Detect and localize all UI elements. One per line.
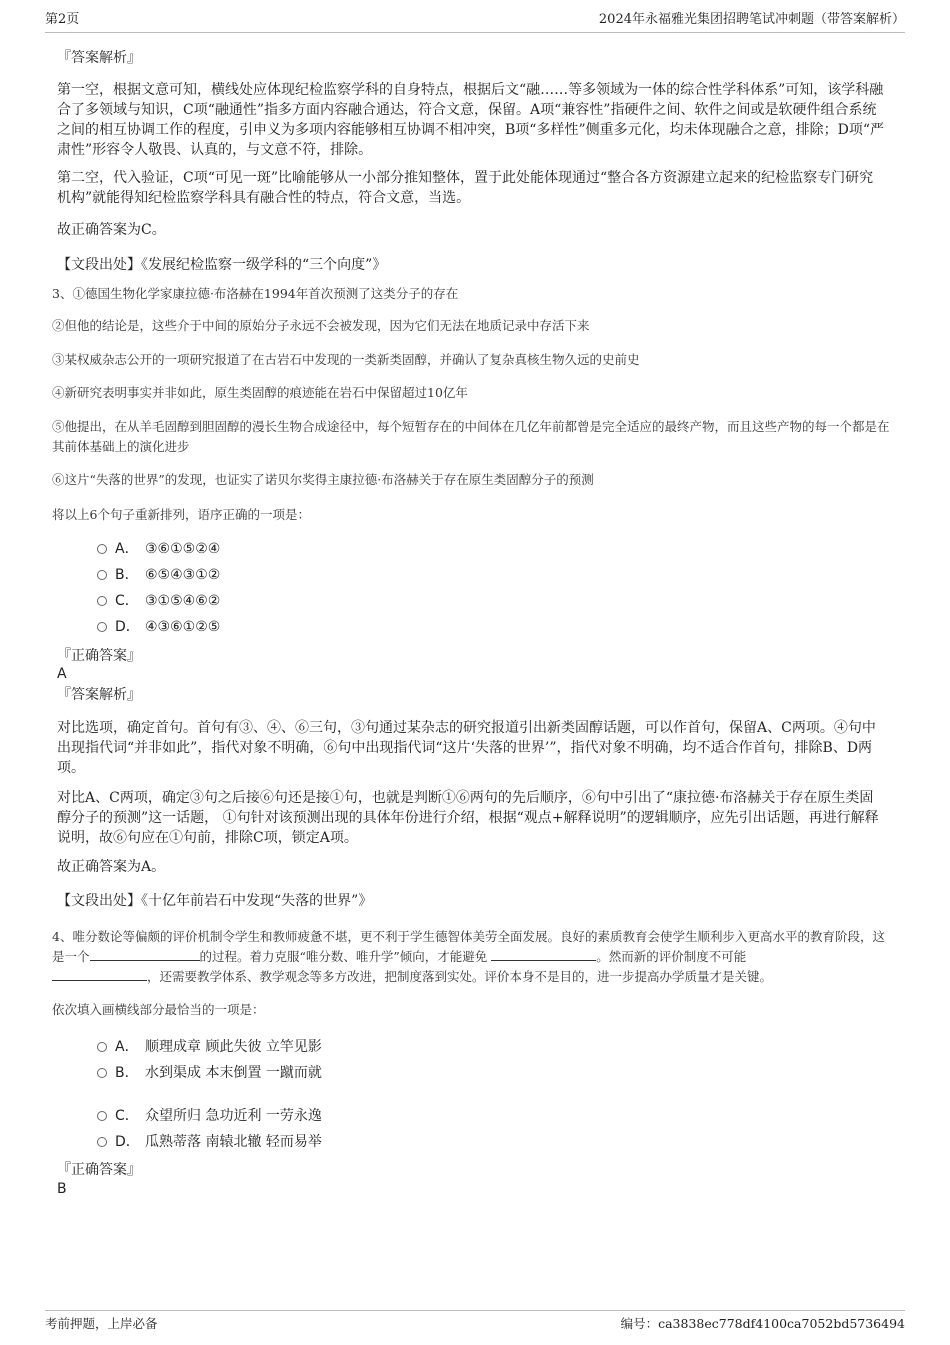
q3-analysis-label: 『答案解析』 [57, 687, 141, 703]
fill-blank-1 [90, 948, 200, 961]
radio-icon[interactable] [97, 1111, 107, 1121]
q3-answer-label: 『正确答案』 [57, 648, 141, 664]
radio-icon[interactable] [97, 622, 107, 632]
q3-analysis-p2: 对比A、C两项，确定③句之后接⑥句还是接①句，也就是判断①⑥两句的先后顺序，⑥句中引出了“康拉德·布洛赫关于存在原生类固醇分子的预测”这一话题， ①句针对该预测出现的具体年份进行介绍，根据“观点+解释说明”的逻辑顺序，应先引出话题，再进行解释说明，故⑥句应在①句前，排除C项，锁定A项。 [57, 790, 879, 846]
q2-conclusion: 故正确答案为C。 [57, 222, 166, 238]
footer-slogan: 考前押题，上岸必备 [45, 1316, 158, 1331]
document-title: 2024年永福雅光集团招聘笔试冲刺题（带答案解析） [598, 12, 905, 27]
q2-analysis-label: 『答案解析』 [57, 50, 141, 66]
q3-option-d[interactable]: D． ④③⑥①②⑤ [97, 617, 220, 637]
q4-prompt: 依次填入画横线部分最恰当的一项是： [52, 1002, 265, 1017]
q2-analysis-p2: 第二空，代入验证，C项“可见一斑”比喻能够从一小部分推知整体，置于此处能体现通过“整合各方资源建立起来的纪检监察专门研究机构”就能得知纪检监察学科具有融合性的特点，符合文意，当选。 [57, 170, 874, 206]
q3-option-a[interactable]: A． ③⑥①⑤②④ [97, 539, 220, 559]
page-footer [45, 1310, 905, 1335]
q4-answer: B [57, 1181, 67, 1197]
radio-icon[interactable] [97, 570, 107, 580]
q4-option-d[interactable]: D． 瓜熟蒂落 南辕北辙 轻而易举 [97, 1132, 322, 1152]
radio-icon[interactable] [97, 544, 107, 554]
radio-icon[interactable] [97, 1068, 107, 1078]
q4-stem: 4、唯分数论等偏颇的评价机制令学生和教师疲惫不堪，更不利于学生德智体美劳全面发展。良好的素质教育会使学生顺利步入更高水平的教育阶段，这是一个 的过程。着力克服“唯分数、唯升学”倾向，才能避免 。然而新的评价制度不可能 ，还需要教学体系、教学观念等多方改进，把制度落到实处。评价本身不是目的，进一步提高办学质量才是关键。 [52, 929, 885, 984]
q3-sentence-1: 3、①德国生物化学家康拉德·布洛赫在1994年首次预测了这类分子的存在 [52, 286, 459, 301]
q3-sentence-3: ③某权威杂志公开的一项研究报道了在古岩石中发现的一类新类固醇，并确认了复杂真核生物久远的史前史 [52, 352, 640, 367]
q3-option-b[interactable]: B． ⑥⑤④③①② [97, 565, 220, 585]
q3-analysis-p1: 对比选项，确定首句。首句有③、④、⑥三句，③句通过某杂志的研究报道引出新类固醇话题，可以作首句，保留A、C两项。④句中出现指代词“并非如此”，指代对象不明确，⑥句中出现指代词“这片‘失落的世界’”，指代对象不明确，均不适合作首句，排除B、D两项。 [57, 720, 876, 776]
q3-sentence-6: ⑥这片“失落的世界”的发现，也证实了诺贝尔奖得主康拉德·布洛赫关于存在原生类固醇分子的预测 [52, 472, 594, 487]
q2-analysis-p1: 第一空，根据文意可知，横线处应体现纪检监察学科的自身特点，根据后文“融……等多领域为一体的综合性学科体系”可知，该学科融合了多领域与知识，C项“融通性”指多方面内容融合通达，符合文意，保留。A项“兼容性”指硬件之间、软件之间或是软硬件组合系统之间的相互协调工作的程度，引申义为多项内容能够相互协调不相冲突，B项“多样性”侧重多元化，均未体现融合之意，排除；D项“严肃性”形容令人敬畏、认真的，与文意不符，排除。 [57, 82, 884, 158]
q3-answer: A [57, 666, 67, 682]
q4-answer-label: 『正确答案』 [57, 1162, 141, 1178]
fill-blank-2 [491, 948, 596, 961]
q3-sentence-2: ②但他的结论是，这些介于中间的原始分子永远不会被发现，因为它们无法在地质记录中存活下来 [52, 318, 590, 333]
q3-prompt: 将以上6个句子重新排列，语序正确的一项是： [52, 507, 310, 522]
q3-option-c[interactable]: C． ③①⑤④⑥② [97, 591, 220, 611]
q3-conclusion: 故正确答案为A。 [57, 859, 166, 875]
q4-option-c[interactable]: C． 众望所归 急功近利 一劳永逸 [97, 1106, 322, 1126]
page-header [45, 10, 905, 33]
q3-source: 【文段出处】《十亿年前岩石中发现“失落的世界”》 [57, 893, 373, 909]
q2-source: 【文段出处】《发展纪检监察一级学科的“三个向度”》 [57, 257, 387, 273]
page-number: 第2页 [45, 12, 80, 27]
q4-option-a[interactable]: A． 顺理成章 顾此失彼 立竿见影 [97, 1037, 322, 1057]
fill-blank-3 [52, 968, 147, 981]
radio-icon[interactable] [97, 596, 107, 606]
q3-sentence-5: ⑤他提出，在从羊毛固醇到胆固醇的漫长生物合成途径中，每个短暂存在的中间体在几亿年前都曾是完全适应的最终产物，而且这些产物的每一个都是在其前体基础上的演化进步 [52, 419, 890, 454]
radio-icon[interactable] [97, 1042, 107, 1052]
document-code: 编号：ca3838ec778df4100ca7052bd5736494 [620, 1316, 905, 1331]
radio-icon[interactable] [97, 1137, 107, 1147]
q4-option-b[interactable]: B． 水到渠成 本末倒置 一蹴而就 [97, 1063, 322, 1083]
q3-sentence-4: ④新研究表明事实并非如此，原生类固醇的痕迹能在岩石中保留超过10亿年 [52, 385, 468, 400]
